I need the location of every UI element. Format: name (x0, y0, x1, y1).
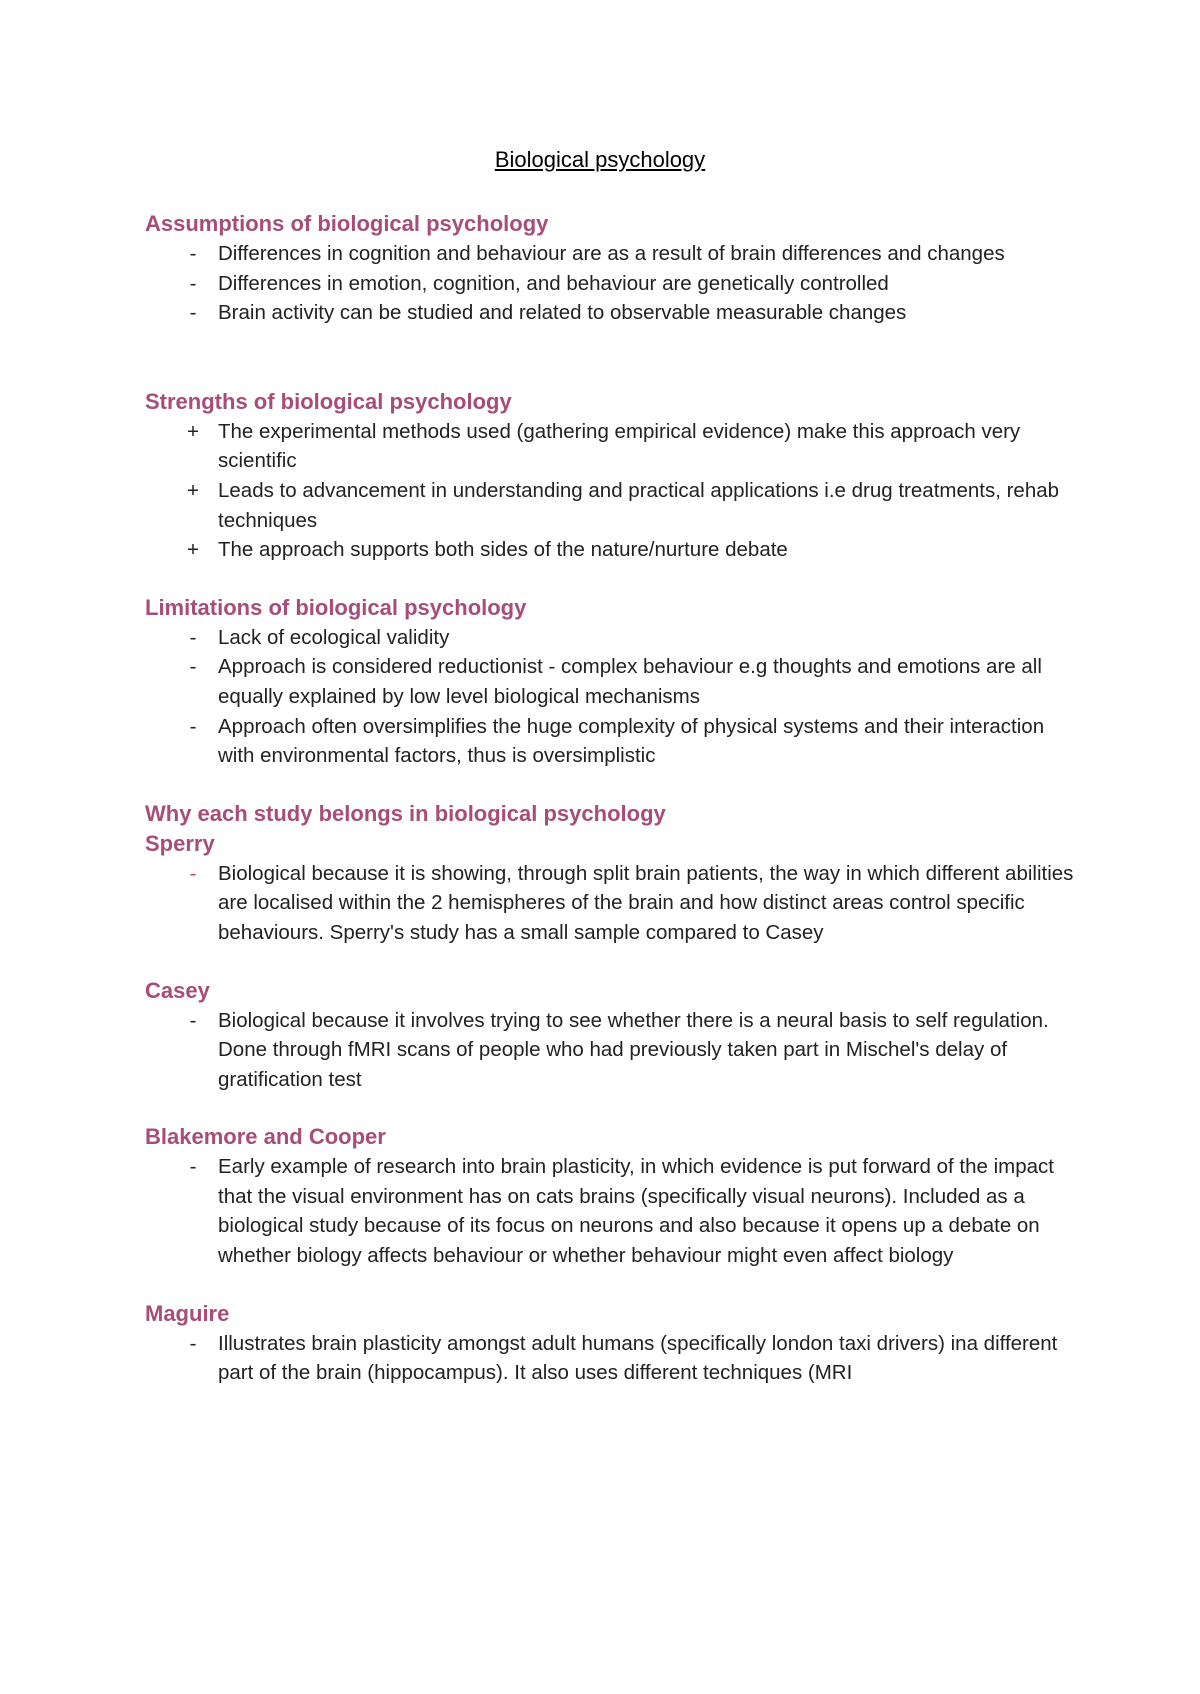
section-heading-studies: Why each study belongs in biological psychology (145, 800, 666, 826)
document-page (145, 0, 1085, 1694)
dash-bullet: - (189, 242, 197, 265)
list-item-text: Lack of ecological validity (218, 625, 450, 649)
list-item (145, 652, 1085, 711)
section-assumptions (145, 209, 1085, 328)
list-item-text: The approach supports both sides of the nature/nurture debate (218, 538, 788, 562)
list-item (145, 417, 1085, 476)
list-item-text: Differences in cognition and behaviour are as a result of brain differences and changes (218, 242, 1005, 265)
list-item-text: The experimental methods used (gathering empirical evidence) make this approach very scientific (218, 419, 1021, 473)
study-heading-casey: Casey (145, 977, 210, 1003)
spacer (145, 565, 1085, 593)
list-item (145, 535, 1085, 565)
section-limitations (145, 593, 1085, 771)
list-item (145, 239, 1085, 269)
dash-bullet: - (189, 625, 197, 649)
dash-bullet: - (189, 714, 197, 738)
plus-bullet: + (187, 538, 199, 562)
maguire-list (145, 1329, 1085, 1388)
list-item (145, 859, 1085, 948)
document-body (145, 209, 1085, 1388)
section-strengths (145, 387, 1085, 565)
list-item-text: Biological because it involves trying to see whether there is a neural basis to self regulation. Done through fMRI scans of people who had previously taken part in Mischel's delay of gratification test (218, 1008, 1049, 1091)
sperry-list (145, 859, 1085, 948)
list-item (145, 623, 1085, 653)
spacer (145, 1094, 1085, 1122)
list-item (145, 1152, 1085, 1270)
strengths-list (145, 417, 1085, 565)
study-heading-blakemore-cooper: Blakemore and Cooper (145, 1124, 386, 1150)
spacer (145, 1271, 1085, 1299)
spacer (145, 771, 1085, 799)
list-item-text: Biological because it is showing, through split brain patients, the way in which different abilities are localised within the 2 hemispheres of the brain and how distinct areas control specific behaviours. Sperry's study has a small sample compared to Casey (218, 861, 1074, 944)
blakemore-list (145, 1152, 1085, 1270)
list-item (145, 712, 1085, 771)
section-heading-assumptions: Assumptions of biological psychology (145, 211, 549, 236)
list-item-text: Approach often oversimplifies the huge complexity of physical systems and their interaction with environmental factors, thus is oversimplistic (218, 714, 1045, 768)
dash-bullet: - (189, 1008, 197, 1032)
spacer (145, 328, 1085, 387)
casey-list (145, 1006, 1085, 1095)
list-item-text: Approach is considered reductionist - complex behaviour e.g thoughts and emotions are all equally explained by low level biological mechanisms (218, 655, 1042, 708)
section-studies (145, 799, 1085, 1388)
dash-bullet: - (189, 301, 197, 325)
list-item (145, 476, 1085, 535)
study-heading-maguire: Maguire (145, 1300, 230, 1326)
list-item-text: Leads to advancement in understanding and practical applications i.e drug treatments, rehab techniques (218, 478, 1060, 532)
list-item (145, 298, 1085, 328)
assumptions-list (145, 239, 1085, 328)
dash-bullet: - (189, 861, 197, 885)
list-item-text: Illustrates brain plasticity amongst adult humans (specifically london taxi drivers) ina different part of the brain (hippocampus). It also uses different techniques (MRI (218, 1331, 1058, 1385)
dash-bullet: - (189, 271, 197, 295)
plus-bullet: + (187, 419, 199, 443)
plus-bullet: + (187, 478, 199, 502)
list-item (145, 1329, 1085, 1388)
list-item-text: Differences in emotion, cognition, and behaviour are genetically controlled (218, 271, 889, 295)
dash-bullet: - (189, 1155, 197, 1179)
list-item-text: Brain activity can be studied and related to observable measurable changes (218, 301, 907, 325)
spacer (145, 948, 1085, 976)
list-item-text: Early example of research into brain plasticity, in which evidence is put forward of the impact that the visual environment has on cats brains (specifically visual neurons). Included as a biological study because of its focus on neurons and also because it opens up a debate on whether biology affects behaviour or whether behaviour might even affect biology (218, 1155, 1054, 1268)
limitations-list (145, 623, 1085, 771)
list-item (145, 269, 1085, 299)
list-item (145, 1006, 1085, 1095)
document-title: Biological psychology (494, 147, 706, 172)
section-heading-strengths: Strengths of biological psychology (145, 388, 512, 414)
section-heading-limitations: Limitations of biological psychology (145, 594, 527, 620)
dash-bullet: - (189, 1331, 197, 1355)
dash-bullet: - (189, 655, 197, 679)
study-heading-sperry: Sperry (145, 830, 215, 856)
